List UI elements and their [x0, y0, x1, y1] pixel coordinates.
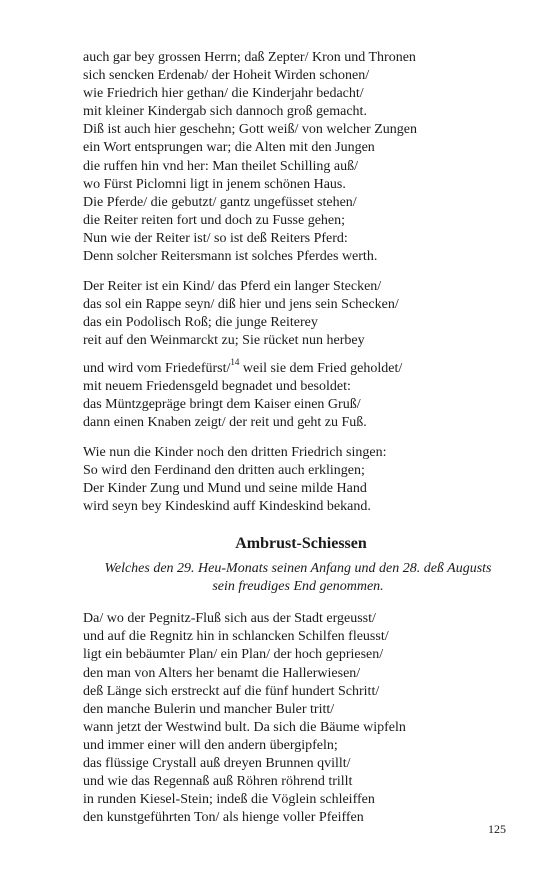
- page-number: 125: [488, 822, 506, 836]
- verse-line-with-footnote: [83, 356, 513, 378]
- verse-line: mit neuem Friedensgeld begnadet und besoldet:: [83, 378, 351, 394]
- verse-line: deß Länge sich erstreckt auf die fünf hundert Schritt/: [83, 683, 380, 699]
- subtitle-line: Welches den 29. Heu-Monats seinen Anfang und den 28. deß Augusts: [104, 561, 492, 577]
- verse-line: Der Kinder Zung und Mund und seine milde Hand: [83, 481, 367, 497]
- section-stanza: [83, 610, 513, 827]
- section-subtitle: [83, 560, 513, 596]
- verse-line: Diß ist auch hier geschehn; Gott weiß/ von welcher Zungen: [83, 122, 417, 138]
- verse-line: auch gar bey grossen Herrn; daß Zepter/ Kron und Thronen: [83, 50, 416, 65]
- verse-text: und wird vom Friedefürst/: [83, 360, 231, 376]
- verse-line: und immer einer will den andern übergipfeln;: [83, 737, 338, 753]
- verse-line: So wird den Ferdinand den dritten auch erklingen;: [83, 462, 365, 478]
- verse-line: das sol ein Rappe seyn/ diß hier und jens sein Schecken/: [83, 297, 399, 313]
- verse-line: und wie das Regennaß auß Röhren röhrend trillt: [83, 774, 353, 790]
- verse-line: Der Reiter ist ein Kind/ das Pferd ein langer Stecken/: [83, 279, 382, 295]
- verse-line: den man von Alters her benamt die Hallerwiesen/: [83, 665, 361, 681]
- verse-line: sich sencken Erdenab/ der Hoheit Wirden schonen/: [83, 68, 370, 84]
- verse-line: Da/ wo der Pegnitz-Fluß sich aus der Stadt ergeusst/: [83, 611, 376, 627]
- stanza-3: [83, 356, 513, 432]
- verse-line: wie Friedrich hier gethan/ die Kinderjahr bedacht/: [83, 86, 364, 102]
- verse-line: die ruffen hin vnd her: Man theilet Schilling auß/: [83, 158, 359, 174]
- verse-line: das flüssige Crystall auß dreyen Brunnen qvillt/: [83, 756, 351, 771]
- subtitle-line: sein freudiges End genommen.: [212, 579, 384, 595]
- verse-line: das Müntzgepräge bringt dem Kaiser einen Gruß/: [83, 396, 361, 412]
- page-text: [83, 49, 513, 839]
- verse-line: Die Pferde/ die gebutzt/ gantz ungefüsset stehen/: [83, 194, 357, 210]
- verse-line: in runden Kiesel-Stein; indeß die Vöglein schleiffen: [83, 792, 375, 808]
- verse-line: mit kleiner Kindergab sich dannoch groß gemacht.: [83, 104, 367, 120]
- verse-line: Denn solcher Reitersmann ist solches Pferdes werth.: [83, 249, 378, 265]
- footnote-marker[interactable]: 14: [230, 356, 240, 367]
- verse-line: ein Wort entsprungen war; die Alten mit den Jungen: [83, 140, 375, 156]
- stanza-2: [83, 278, 513, 350]
- stanza-4: [83, 444, 513, 516]
- verse-line: wird seyn bey Kindeskind auff Kindeskind bekand.: [83, 499, 371, 515]
- verse-line: den kunstgeführten Ton/ als hienge voller Pfeiffen: [83, 810, 364, 826]
- verse-line: wann jetzt der Westwind bult. Da sich die Bäume wipfeln: [83, 719, 406, 735]
- verse-line: die Reiter reiten fort und doch zu Fusse gehen;: [83, 212, 346, 228]
- verse-text: weil sie dem Fried geholdet/: [239, 360, 403, 376]
- verse-line: Nun wie der Reiter ist/ so ist deß Reiters Pferd:: [83, 230, 348, 246]
- stanza-1: [83, 49, 513, 266]
- verse-line: wo Fürst Piclomni ligt in jenem schönen Haus.: [83, 176, 346, 192]
- verse-line: und auf die Regnitz hin in schlancken Schilfen fleusst/: [83, 629, 389, 645]
- verse-line: Wie nun die Kinder noch den dritten Friedrich singen:: [83, 444, 387, 460]
- verse-line: das ein Podolisch Roß; die junge Reiterey: [83, 315, 318, 331]
- verse-line: dann einen Knaben zeigt/ der reit und geht zu Fuß.: [83, 414, 367, 430]
- verse-line: ligt ein bebäumter Plan/ ein Plan/ der hoch gepriesen/: [83, 647, 384, 663]
- verse-line: reit auf den Weinmarckt zu; Sie rücket nun herbey: [83, 333, 365, 349]
- section-title: Ambrust-Schiessen: [235, 535, 367, 553]
- verse-line: den manche Bulerin und mancher Buler tritt/: [83, 701, 335, 717]
